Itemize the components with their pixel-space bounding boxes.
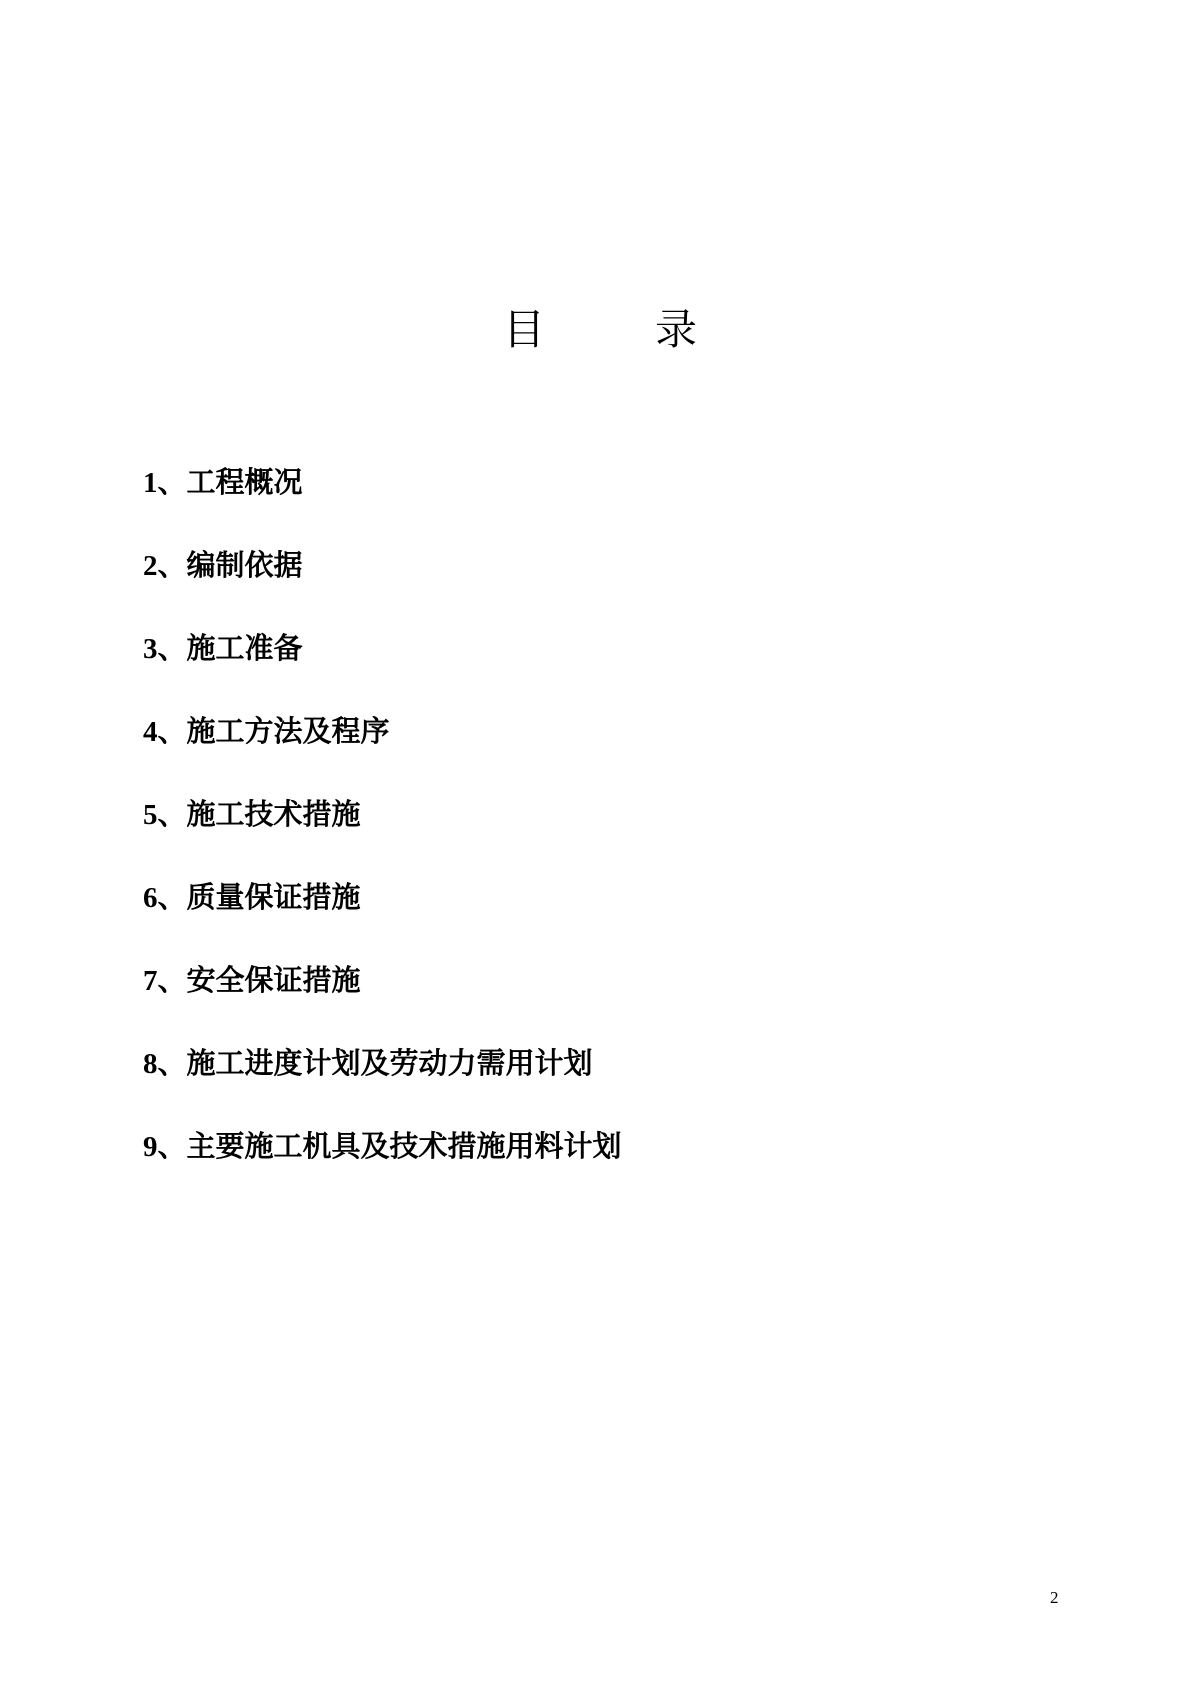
toc-item-separator: 、 (157, 880, 187, 914)
toc-item-8 (143, 1043, 622, 1126)
toc-item-number: 3 (143, 633, 158, 665)
toc-item-separator: 、 (157, 963, 187, 997)
toc-item-text: 工程概况 (186, 465, 303, 499)
toc-item-number: 8 (143, 1048, 158, 1080)
toc-item-text: 主要施工机具及技术措施用料计划 (186, 1129, 622, 1163)
toc-title (0, 300, 1200, 360)
toc-item-number: 4 (143, 716, 158, 748)
toc-item-text: 质量保证措施 (186, 880, 361, 914)
toc-item-2 (143, 545, 622, 628)
toc-item-number: 7 (143, 965, 158, 997)
toc-item-separator: 、 (157, 797, 187, 831)
toc-list (143, 462, 622, 1209)
toc-item-separator: 、 (157, 1046, 187, 1080)
toc-item-separator: 、 (157, 714, 187, 748)
toc-item-separator: 、 (157, 1129, 187, 1163)
toc-item-7 (143, 960, 622, 1043)
toc-item-5 (143, 794, 622, 877)
toc-item-separator: 、 (157, 631, 187, 665)
page-number: 2 (1050, 1588, 1059, 1607)
toc-item-separator: 、 (157, 465, 187, 499)
toc-item-separator: 、 (157, 548, 187, 582)
toc-title-char-1: 目 (502, 305, 545, 354)
toc-item-4 (143, 711, 622, 794)
toc-item-text: 编制依据 (186, 548, 303, 582)
toc-item-3 (143, 628, 622, 711)
toc-item-text: 安全保证措施 (186, 963, 361, 997)
toc-item-number: 2 (143, 550, 158, 582)
toc-title-char-2: 录 (655, 305, 698, 354)
toc-item-text: 施工准备 (186, 631, 303, 665)
toc-item-number: 1 (143, 467, 158, 499)
toc-item-9 (143, 1126, 622, 1209)
toc-item-6 (143, 877, 622, 960)
toc-item-number: 9 (143, 1131, 158, 1163)
toc-item-number: 5 (143, 799, 158, 831)
toc-item-1 (143, 462, 622, 545)
toc-item-number: 6 (143, 882, 158, 914)
toc-item-text: 施工技术措施 (186, 797, 361, 831)
toc-item-text: 施工进度计划及劳动力需用计划 (186, 1046, 593, 1080)
toc-item-text: 施工方法及程序 (186, 714, 390, 748)
